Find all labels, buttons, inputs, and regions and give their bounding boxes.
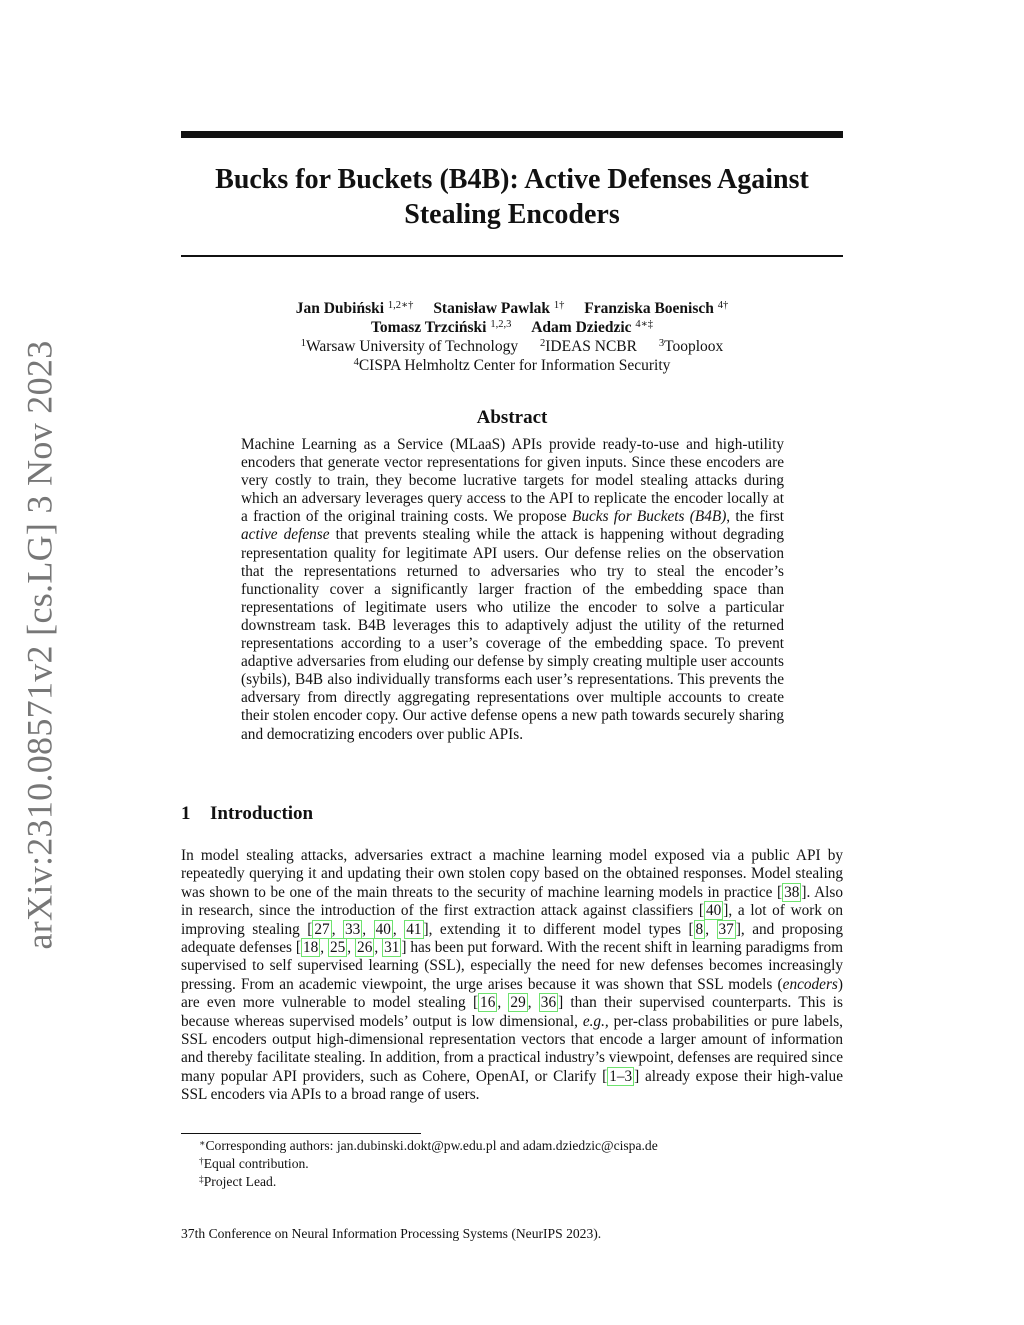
title-rule-top (181, 131, 843, 138)
section-heading-introduction (181, 803, 313, 825)
arxiv-stamp-text: arXiv:2310.08571v2 [cs.LG] 3 Nov 2023 (20, 340, 60, 950)
section-title: Introduction (210, 803, 314, 824)
author-row-2 (181, 318, 843, 337)
citation-link[interactable]: 33 (345, 920, 361, 938)
author: Franziska Boenisch $^{4\dagger}$ (584, 300, 729, 317)
citation-link[interactable]: 37 (718, 920, 734, 938)
author: Jan Dubiński $^{1,2∗\dagger}$ (295, 300, 414, 317)
citation-link[interactable]: 8 (695, 920, 704, 938)
abstract-heading: Abstract (476, 407, 548, 428)
affiliation: $^3$Tooploox (658, 338, 724, 355)
author: Adam Dziedzic $^{4∗\ddagger}$ (531, 319, 654, 336)
author: Stanisław Pawlak $^{1\dagger}$ (433, 300, 565, 317)
citation-link[interactable]: 18 (302, 939, 319, 957)
citation-link[interactable]: 27 (314, 920, 330, 938)
author-block (181, 299, 843, 375)
conference-note: 37th Conference on Neural Information Processing Systems (NeurIPS 2023). (181, 1226, 602, 1241)
introduction-paragraph: In model stealing attacks, adversaries extract a machine learning model exposed via a public API by repeatedly querying it and updating their own stolen copy based on the obtained responses. Model stealing was shown to be one of the main threats to the security of machine learning models in practice [ 38 ]. Also in research, since the introduction of the first extraction attack against classifiers [ 40 ], a lot of work on improving stealing [ 27 , 33 , 40 , 41 ], extending it to different model types [ 8 , 37 ], and proposing adequate defenses [ 18 , 25 , 26 , 31 ] has been put forward. With the recent shift in learning paradigms from supervised to self supervised learning (SSL), especially the need for new defenses becomes increasingly pressing. From an academic viewpoint, the urge arises because it was shown that SSL models (encoders) are even more vulnerable to model stealing [ 16 , 29 , 36 ] than their supervised counterparts. This is because whereas supervised models’ output is low dimensional, e.g., per-class probabilities or pure labels, SSL encoders output high-dimensional representation vectors that encode a larger amount of information and thereby facilitate stealing. In addition, from a practical industry’s viewpoint, defenses are required since many popular API providers, such as Cohere, OpenAI, or Clarify [ 1–3 ] already expose their high-value SSL encoders via APIs to a broad range of users. (181, 847, 843, 1104)
arxiv-stamp (10, 340, 70, 950)
citation-link[interactable]: 41 (406, 920, 422, 938)
citation-link[interactable]: 25 (330, 939, 346, 957)
footnote: ∗Corresponding authors: jan.dubinski.dokt@pw.edu.pl and adam.dziedzic@cispa.de (199, 1138, 658, 1153)
section-number: 1 (181, 803, 191, 824)
citation-link[interactable]: 38 (784, 883, 800, 901)
citation-link[interactable]: 1–3 (609, 1067, 633, 1085)
paper-title: Bucks for Buckets (B4B): Active Defenses Against Stealing Encoders (215, 164, 809, 230)
footnote: ‡Project Lead. (199, 1174, 277, 1189)
citation-link[interactable]: 40 (375, 920, 391, 938)
citation-link[interactable]: 16 (480, 994, 496, 1012)
citation-link[interactable]: 29 (510, 994, 526, 1012)
affiliation: $^2$IDEAS NCBR (540, 338, 637, 355)
citation-link[interactable]: 31 (384, 939, 400, 957)
citation-link[interactable]: 40 (705, 902, 722, 920)
citation-link[interactable]: 26 (357, 939, 373, 957)
abstract-text: Machine Learning as a Service (MLaaS) APIs provide ready-to-use and high-utility encoders that generate vector representations for given inputs. Since these encoders are very costly to train, they become lucrative targets for model stealing attacks during which an adversary leverages query access to the API to replicate the encoder locally at a fraction of the original training costs. We propose Bucks for Buckets (B4B), the first active defense that prevents stealing while the attack is happening without degrading representation quality for legitimate API users. Our defense relies on the observation that the representations returned to adversaries who try to steal the encoder’s functionality cover a significantly larger fraction of the embedding space than representations of legitimate users who utilize the encoder to solve a particular downstream task. B4B leverages this to adaptively adjust the utility of the returned representations according to a user’s coverage of the embedding space. To prevent adaptive adversaries from eluding our defense by simply creating multiple user accounts (sybils), B4B also individually transforms each user’s representations. This prevents the adversary from directly aggregating representations over multiple accounts to create their stolen encoder copy. Our active defense opens a new path towards securely sharing and democratizing encoders over public APIs. (241, 436, 785, 743)
footnote: †Equal contribution. (199, 1156, 309, 1171)
title-rule-bottom (181, 255, 843, 257)
affiliation-row-1 (181, 337, 843, 356)
citation-link[interactable]: 36 (540, 994, 557, 1012)
footnotes (199, 1137, 839, 1191)
footnote-rule (181, 1133, 421, 1134)
author-row-1 (181, 299, 843, 318)
affiliation: $^4$CISPA Helmholtz Center for Information Security (353, 357, 671, 374)
affiliation-row-2 (181, 356, 843, 375)
author: Tomasz Trzciński $^{1,2,3}$ (370, 319, 512, 336)
affiliation: $^1$Warsaw University of Technology (300, 338, 519, 355)
